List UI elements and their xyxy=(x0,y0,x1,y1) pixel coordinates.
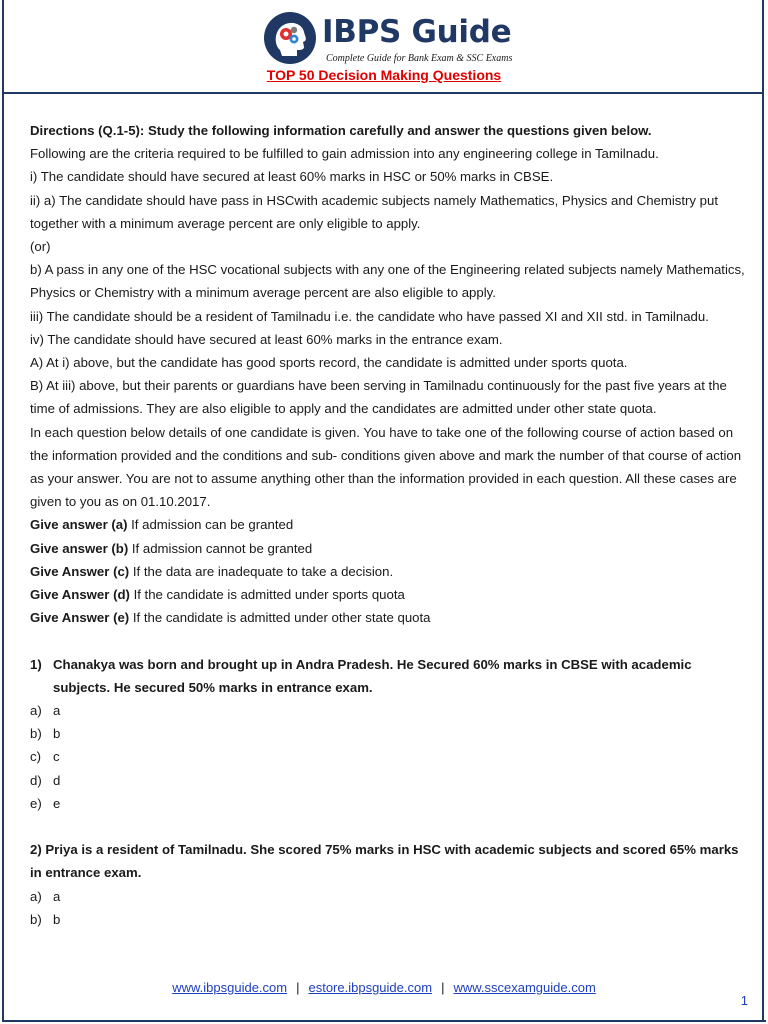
directions-line: ii) a) The candidate should have pass in HSCwith academic subjects namely Mathematics, Physics and Chemistry put together with a minimum average percent are only eligible to apply. xyxy=(30,192,719,231)
option-letter: a) xyxy=(30,703,42,719)
answer-key-text: If admission can be granted xyxy=(127,517,294,533)
directions-line: A) At i) above, but the candidate has good sports record, the candidate is admitted under sports quota. xyxy=(30,355,628,371)
option-letter: e) xyxy=(30,795,42,811)
answer-key-text: If admission cannot be granted xyxy=(128,540,313,556)
option-text: a xyxy=(53,888,61,904)
page-footer xyxy=(0,980,768,995)
directions-line: In each question below details of one candidate is given. You have to take one of the following course of action based on the information provided and the conditions and sub- conditions given above and mark the number of that course of action as your answer. You are not to assume anything other than the information provided in each question. All these cases are given to you as on 01.10.2017. xyxy=(30,424,742,510)
question-number: 1) xyxy=(30,656,42,672)
sscexamguide-link[interactable]: www.sscexamguide.com xyxy=(453,980,596,995)
option-text: b xyxy=(53,911,61,927)
footer-separator: | xyxy=(441,980,445,995)
answer-key-item xyxy=(30,513,745,536)
option-item xyxy=(30,722,745,745)
option-item xyxy=(30,769,745,792)
directions-line: i) The candidate should have secured at least 60% marks in HSC or 50% marks in CBSE. xyxy=(30,169,554,185)
directions-line: iv) The candidate should have secured at least 60% marks in the entrance exam. xyxy=(30,331,503,347)
answer-key-item xyxy=(30,537,745,560)
page-border-bottom xyxy=(2,1020,766,1022)
answer-key-item xyxy=(30,606,745,629)
directions-heading: Directions (Q.1-5): Study the following information carefully and answer the questions given below. xyxy=(30,123,652,138)
logo-title: IBPS Guide xyxy=(322,14,512,50)
page-number: 1 xyxy=(740,993,748,1008)
directions-line: iii) The candidate should be a resident of Tamilnadu i.e. the candidate who have passed XI and XII std. in Tamilnadu. xyxy=(30,308,709,324)
option-text: e xyxy=(53,795,61,811)
page-header xyxy=(0,0,768,96)
option-letter: a) xyxy=(30,888,42,904)
answer-key-label: Give Answer (c) xyxy=(30,563,130,579)
option-text: b xyxy=(53,726,61,742)
header-divider xyxy=(4,92,764,94)
option-item xyxy=(30,745,745,768)
question-1 xyxy=(30,653,745,699)
option-item xyxy=(30,792,745,815)
estore-link[interactable]: estore.ibpsguide.com xyxy=(308,980,433,995)
option-letter: b) xyxy=(30,911,42,927)
option-text: d xyxy=(53,772,61,788)
directions-line: (or) xyxy=(30,239,51,255)
ibps-guide-logo xyxy=(264,10,524,68)
directions-line: b) A pass in any one of the HSC vocational subjects with any one of the Engineering related subjects namely Mathematics, Physics or Chemistry with a minimum average percent are also eligible to apply. xyxy=(30,262,745,301)
option-letter: c) xyxy=(30,749,41,765)
answer-key-item xyxy=(30,560,745,583)
question-2-text: 2) Priya is a resident of Tamilnadu. She scored 75% marks in HSC with academic subjects and scored 65% marks in entrance exam. xyxy=(30,842,739,881)
option-text: c xyxy=(53,749,60,765)
option-item xyxy=(30,885,745,908)
answer-key-text: If the data are inadequate to take a decision. xyxy=(129,563,394,579)
document-title: TOP 50 Decision Making Questions xyxy=(266,67,502,83)
answer-key-label: Give answer (b) xyxy=(30,540,129,556)
logo-tagline: Complete Guide for Bank Exam & SSC Exams xyxy=(326,53,513,64)
answer-key-label: Give answer (a) xyxy=(30,517,128,533)
ibpsguide-link[interactable]: www.ibpsguide.com xyxy=(172,980,288,995)
directions-line: Following are the criteria required to be fulfilled to gain admission into any engineering college in Tamilnadu. xyxy=(30,146,659,162)
option-item xyxy=(30,699,745,722)
option-letter: d) xyxy=(30,772,42,788)
option-text: a xyxy=(53,703,61,719)
question-text: Chanakya was born and brought up in Andra Pradesh. He Secured 60% marks in CBSE with academic subjects. He secured 50% marks in entrance exam. xyxy=(53,656,692,695)
head-gears-icon xyxy=(264,12,316,64)
answer-key-label: Give Answer (d) xyxy=(30,587,130,603)
answer-key-text: If the candidate is admitted under other state quota xyxy=(129,610,431,626)
option-item xyxy=(30,908,745,931)
directions-line: B) At iii) above, but their parents or guardians have been serving in Tamilnadu continuously for the past five years at the time of admissions. They are also eligible to apply and the candidates are admitted under other state quota. xyxy=(30,378,727,417)
answer-key-label: Give Answer (e) xyxy=(30,610,130,626)
document-body xyxy=(30,119,745,931)
answer-key-item xyxy=(30,583,745,606)
footer-separator: | xyxy=(296,980,300,995)
option-letter: b) xyxy=(30,726,42,742)
answer-key-text: If the candidate is admitted under sports quota xyxy=(129,587,405,603)
